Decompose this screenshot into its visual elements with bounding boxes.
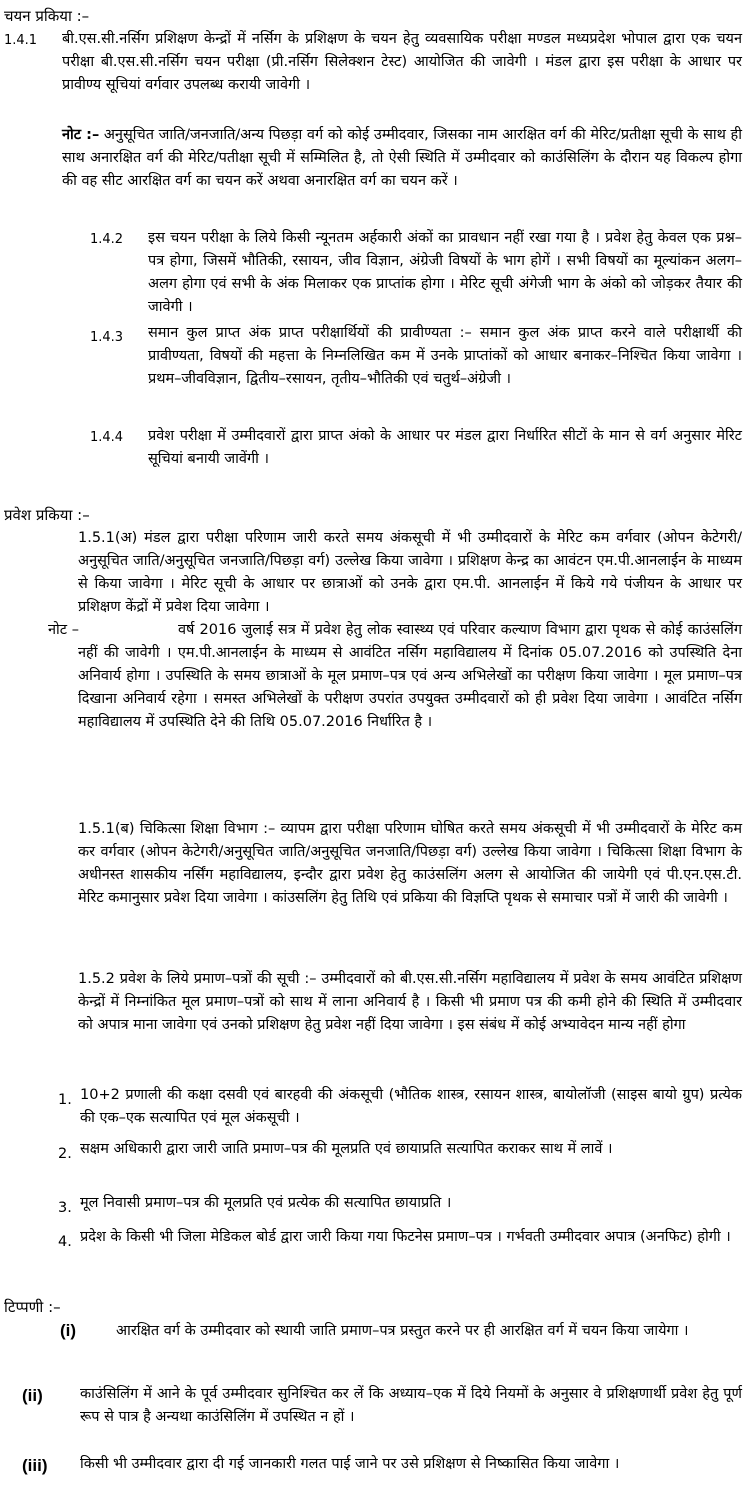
list-number: 4. xyxy=(58,1234,72,1250)
note-reservation xyxy=(62,124,742,193)
remark-number: (i) xyxy=(60,1321,77,1340)
note-label: नोट :– xyxy=(62,127,100,143)
remark-item: काउंसिलिंग में आने के पूर्व उम्मीदवार सुनिश्चित कर लें कि अध्याय–एक में दिये नियमों के अनुसार वे प्रशिक्षणार्थी प्रवेश हेतु पूर्ण रूप से पात्र है अन्यथा काउंसिलिंग में उपस्थित न हों । xyxy=(80,1386,742,1425)
list-item: 10+2 प्रणाली की कक्षा दसवी एवं बारहवी की अंकसूची (भौतिक शास्त्र, रसायन शास्त्र, बायोलॉजी (साइस बायो ग्रुप) प्रत्येक की एक–एक सत्यापित एवं मूल अंकसूची । xyxy=(80,1087,742,1126)
note-text: अनुसूचित जाति/जनजाति/अन्य पिछड़ा वर्ग को कोई उम्मीदवार, जिसका नाम आरक्षित वर्ग की मेरिट/प्रतीक्षा सूची के साथ ही साथ अनारक्षित वर्ग की मेरिट/पतीक्षा सूची में सम्मिलित है, तो ऐसी स्थिति में उम्मीदवार को काउंसिलिंग के दौरान यह विकल्प होगा की वह सीट आरक्षित वर्ग का चयन करें अथवा अनारक्षित वर्ग का चयन करें । xyxy=(62,127,742,189)
remarks-heading: टिप्पणी :– xyxy=(4,1298,61,1316)
clause-1-4-2: इस चयन परीक्षा के लिये किसी न्यूनतम अर्हकारी अंकों का प्रावधान नहीं रखा गया है । प्रवेश हेतु केवल एक प्रश्न–पत्र होगा, जिसमें भौतिकी, रसायन, जीव विज्ञान, अंग्रेजी विषयों के भाग होगें । सभी विषयों का मूल्यांकन अलग–अलग होगा एवं सभी के अंक मिलाकर एक प्राप्तांक होगा । मेरिट सूची अंगेजी भाग के अंको को जोड़कर तैयार की जावेगी । xyxy=(148,230,742,315)
list-item: सक्षम अधिकारी द्वारा जारी जाति प्रमाण–पत्र की मूलप्रति एवं छायाप्रति सत्यापित कराकर साथ में लावें । xyxy=(80,1141,613,1157)
clause-number-1-4-1: 1.4.1 xyxy=(4,33,38,48)
list-number: 2. xyxy=(58,1146,72,1162)
clause-1-5-2: 1.5.2 प्रवेश के लिये प्रमाण–पत्रों की सूची :– उम्मीदवारों को बी.एस.सी.नर्सिग महाविद्यालय में प्रवेश के समय आवंटित प्रशिक्षण केन्द्रों में निम्नांकित मूल प्रमाण–पत्रों को साथ में लाना अनिवार्य है । किसी भी प्रमाण पत्र की कमी होने की स्थिति में उम्मीदवार को अपात्र माना जावेगा एवं उनको प्रशिक्षण हेतु प्रवेश नहीं दिया जावेगा । इस संबंध में कोई अभ्यावेदन मान्य नहीं होगा xyxy=(78,971,742,1033)
remark-number: (ii) xyxy=(22,1386,43,1405)
section-heading-admission: प्रवेश प्रकिया :– xyxy=(4,506,90,524)
clause-1-5-1-b: 1.5.1(ब) चिकित्सा शिक्षा विभाग :– व्यापम द्वारा परीक्षा परिणाम घोषित करते समय अंकसूची में भी उम्मीदवारों के मेरिट कम कर वर्गवार (ओपन केटेगरी/अनुसूचित जाति/अनुसूचित जनजाति/पिछड़ा वर्ग) उल्लेख किया जावेगा । चिकित्सा शिक्षा विभाग के अधीनस्त शासकीय नर्सिंग महाविद्यालय, इन्दौर द्वारा प्रवेश हेतु काउंसलिंग अलग से आयोजित की जायेगी एवं पी.एन.एस.टी. मेरिट कमानुसार प्रवेश दिया जावेगा । कांउसलिंग हेतु तिथि एवं प्रकिया की विज्ञप्ति पृथक से समाचार पत्रों में जारी की जावेगी । xyxy=(78,821,742,906)
remark-number: (iii) xyxy=(22,1456,48,1475)
list-item: प्रदेश के किसी भी जिला मेडिकल बोर्ड द्वारा जारी किया गया फिटनेस प्रमाण–पत्र । गर्भवती उम्मीदवार अपात्र (अनफिट) होगी । xyxy=(80,1229,731,1245)
list-item: मूल निवासी प्रमाण–पत्र की मूलप्रति एवं प्रत्येक की सत्यापित छायाप्रति । xyxy=(80,1195,452,1211)
list-number: 3. xyxy=(58,1200,72,1216)
clause-number-1-4-4: 1.4.4 xyxy=(90,430,124,445)
section-heading-selection: चयन प्रकिया :– xyxy=(4,7,90,25)
clause-1-4-4: प्रवेश परीक्षा में उम्मीदवारों द्वारा प्राप्त अंको के आधार पर मंडल द्वारा निर्धारित सीटों के मान से वर्ग अनुसार मेरिट सूचियां बनायी जावेंगी । xyxy=(148,428,742,467)
note-2016-session: वर्ष 2016 जुलाई सत्र में प्रवेश हेतु लोक स्वास्थ्य एवं परिवार कल्याण विभाग द्वारा पृथक से कोई काउंसलिंग नहीं की जावेगी । एम.पी.आनलाईन के माध्यम से आवंटित नर्सिग महाविद्यालय में दिनांक 05.07.2016 को उपस्थिति देना अनिवार्य होगा । उपस्थिति के समय छात्राओं के मूल प्रमाण–पत्र एवं अन्य अभिलेखों का परीक्षण किया जावेगा । मूल प्रमाण–पत्र दिखाना अनिवार्य रहेगा । समस्त अभिलेखों के परीक्षण उपरांत उपयुक्त उम्मीदवारों को ही प्रवेश दिया जावेगा । आवंटित नर्सिग महाविद्यालय में उपस्थिति देने की तिथि 05.07.2016 निर्धारित है । xyxy=(78,622,742,730)
clause-1-4-3: समान कुल प्राप्त अंक प्राप्त परीक्षार्थियों की प्रावीण्यता :– समान कुल अंक प्राप्त करने वाले परीक्षार्थी की प्रावीण्यता, विषयों की महत्ता के निम्नलिखित कम में उनके प्राप्तांकों को आधार बनाकर–निश्चित किया जावेगा । प्रथम–जीवविज्ञान, द्वितीय–रसायन, तृतीय–भौतिकी एवं चतुर्थ–अंग्रेजी । xyxy=(148,325,742,387)
clause-number-1-4-2: 1.4.2 xyxy=(90,232,124,247)
remark-item: आरक्षित वर्ग के उम्मीदवार को स्थायी जाति प्रमाण–पत्र प्रस्तुत करने पर ही आरक्षित वर्ग में चयन किया जायेगा । xyxy=(116,1323,689,1339)
list-number: 1. xyxy=(58,1092,72,1108)
note-label-2016: नोट – xyxy=(48,622,79,638)
clause-1-5-1-a: 1.5.1(अ) मंडल द्वारा परीक्षा परिणाम जारी करते समय अंकसूची में भी उम्मीदवारों के मेरिट कम वर्गवार (ओपन केटेगरी/अनुसूचित जाति/अनुसूचित जनजाति/पिछड़ा वर्ग) उल्लेख किया जावेगा । प्रशिक्षण केन्द्र का आवंटन एम.पी.आनलाईन के माध्यम से किया जावेगा । मेरिट सूची के आधार पर छात्राओं को उनके द्वारा एम.पी. आनलाईन में किये गये पंजीयन के आधार पर प्रशिक्षण केंद्रों में प्रवेश दिया जावेगा । xyxy=(78,530,742,615)
clause-number-1-4-3: 1.4.3 xyxy=(90,330,124,345)
remark-item: किसी भी उम्मीदवार द्वारा दी गई जानकारी गलत पाई जाने पर उसे प्रशिक्षण से निष्कासित किया जावेगा । xyxy=(80,1456,620,1472)
clause-1-4-1: बी.एस.सी.नर्सिग प्रशिक्षण केन्द्रों में नर्सिग के प्रशिक्षण के चयन हेतु व्यवसायिक परीक्षा मण्डल मध्यप्रदेश भोपाल द्वारा एक चयन परीक्षा बी.एस.सी.नर्सिग चयन परीक्षा (प्री.नर्सिग सिलेक्शन टेस्ट) आयोजित की जावेगी । मंडल द्वारा इस परीक्षा के आधार पर प्रावीण्य सूचियां वर्गवार उपलब्ध करायी जावेगी । xyxy=(62,31,742,93)
